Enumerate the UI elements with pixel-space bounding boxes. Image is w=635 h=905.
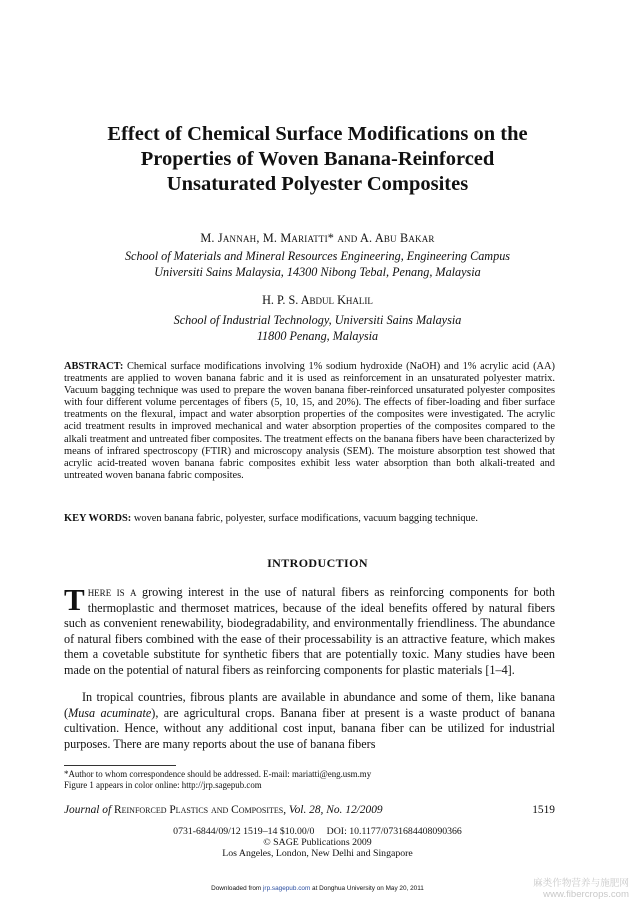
watermark-line: 麻类作物营养与施肥网: [533, 878, 629, 889]
paragraph-text: ), are agricultural crops. Banana fiber at present is a waste product of banana cultivation. Hence, without any additional cost input, banana fiber can be utilized for industrial purposes. There are many reports about the use of banana fibers: [64, 705, 555, 751]
footnote-correspondence: *Author to whom correspondence should be addressed. E-mail: mariatti@eng.usm.my: [64, 769, 372, 779]
affiliation-line: School of Materials and Mineral Resources Engineering, Engineering Campus: [124, 249, 511, 263]
affiliation-1: [0, 248, 635, 280]
download-prefix: Downloaded from: [211, 885, 262, 892]
affiliation-line: 11800 Penang, Malaysia: [256, 329, 379, 343]
section-heading: INTRODUCTION: [267, 556, 368, 570]
affiliation-2: [0, 312, 635, 344]
intro-paragraph-1: [64, 582, 556, 679]
intro-paragraph-2: [64, 690, 555, 752]
drop-cap: T: [64, 582, 85, 617]
title-line: Effect of Chemical Surface Modifications on the: [107, 123, 528, 145]
page-number: 1519: [532, 804, 555, 816]
affiliation-line: School of Industrial Technology, Universiti Sains Malaysia: [173, 313, 462, 327]
journal-name: Reinforced Plastics and Composites,: [114, 804, 287, 816]
download-suffix: at Donghua University on May 20, 2011: [312, 885, 424, 892]
journal-prefix: Journal of: [64, 804, 112, 816]
paper-title: [0, 122, 635, 197]
journal-volume: Vol. 28, No. 12/2009: [288, 804, 383, 816]
abstract: [64, 361, 555, 482]
authors-group-2: H. P. S. Abdul Khalil: [262, 293, 373, 307]
publisher-locations: Los Angeles, London, New Delhi and Singapore: [222, 848, 413, 860]
paragraph-text: In tropical countries, fibrous plants are available in abundance and some of them, like banana (: [64, 690, 555, 720]
footnotes: [64, 769, 555, 791]
authors-group-1: M. Jannah, M. Mariatti* and A. Abu Bakar: [200, 231, 435, 245]
title-line: Properties of Woven Banana-Reinforced: [140, 148, 495, 170]
footnote-divider: [64, 765, 176, 766]
copyright: © SAGE Publications 2009: [263, 837, 372, 849]
download-link[interactable]: jrp.sagepub.com: [263, 885, 311, 892]
journal-citation: [64, 804, 383, 816]
affiliation-line: Universiti Sains Malaysia, 14300 Nibong Tebal, Penang, Malaysia: [154, 265, 481, 279]
keywords: [64, 513, 555, 524]
watermark: [533, 879, 629, 900]
watermark-url: www.fibercrops.com: [543, 888, 629, 900]
title-line: Unsaturated Polyester Composites: [166, 173, 469, 195]
lead-in-text: here is a: [87, 585, 137, 599]
footnote-figure: Figure 1 appears in color online: http://jrp.sagepub.com: [64, 780, 262, 790]
publication-info: [0, 826, 635, 860]
issn-doi: 0731-6844/09/12 1519–14 $10.00/0 DOI: 10.1177/0731684408090366: [173, 826, 462, 837]
keywords-text: woven banana fabric, polyester, surface modifications, vacuum bagging technique.: [133, 513, 478, 524]
keywords-label: KEY WORDS:: [64, 513, 132, 524]
abstract-label: ABSTRACT:: [64, 361, 124, 372]
paragraph-text: growing interest in the use of natural fibers as reinforcing components for both thermoplastic and thermoset matrices, because of the ideal benefits offered by natural fibers such as convenient renewability, biodegradability, and environmentally friendliness. The abundance of natural fibers combined with the ease of their processability is an attractive feature, which makes them a covetable substitute for synthetic fibers that are potentially toxic. Many studies have been made on the potential of natural fibers as reinforcing components for plastic materials [1–4].: [64, 585, 556, 677]
abstract-text: Chemical surface modifications involving 1% sodium hydroxide (NaOH) and 1% acrylic acid (AA) treatments are applied to woven banana fabric and it is used as reinforcement in an unsaturated polyester matrix. Vacuum bagging technique was used to prepare the woven banana fiber-reinforced unsaturated polyester composites with four different volume percentages of fibers (5, 10, 15, and 20%). The effects of fiber-loading and fiber surface treatments on the flexural, impact and water absorption properties of the composites were investigated. The acrylic acid treatment results in improved mechanical and water absorption properties of the composites compared to the alkali treatment and untreated fiber composites. The treatment effects on the banana fibers have been characterized by means of infrared spectroscopy (FTIR) and microscopy analysis (SEM). The moisture absorption test showed that acrylic acid-treated woven banana fabric composites exhibit less water absorption than both alkali-treated and untreated woven banana fabric composites.: [64, 361, 555, 481]
species-name: Musa acuminate: [68, 705, 152, 720]
